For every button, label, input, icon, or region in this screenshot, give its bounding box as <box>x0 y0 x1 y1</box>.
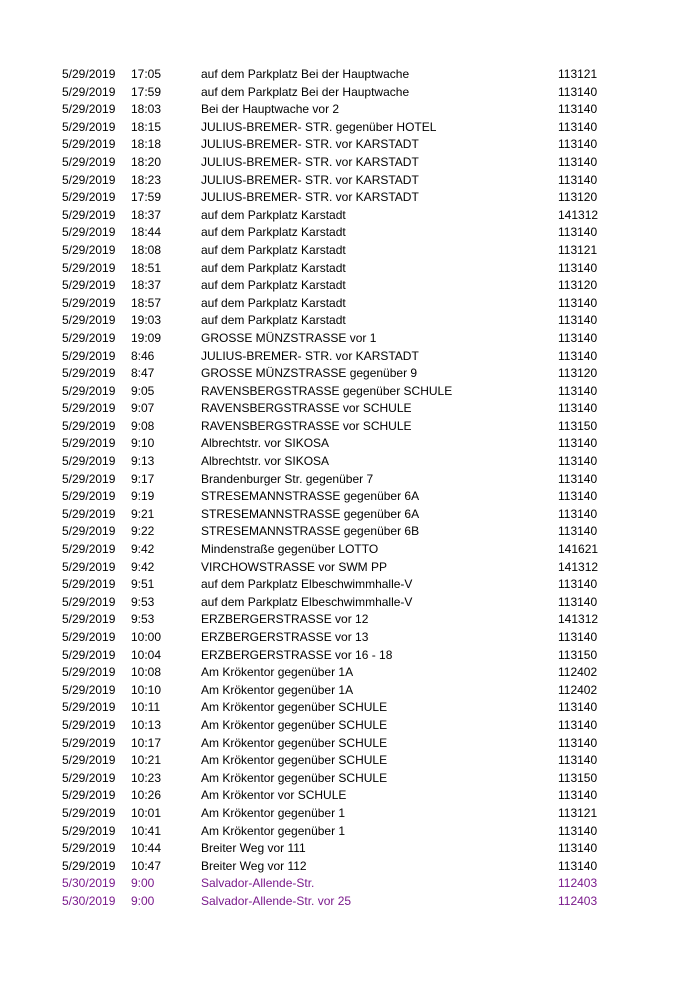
code-cell: 113140 <box>558 454 598 469</box>
table-row <box>0 330 700 348</box>
date-cell: 5/29/2019 <box>62 647 116 662</box>
location-cell: JULIUS-BREMER- STR. vor KARSTADT <box>201 348 419 363</box>
location-cell: auf dem Parkplatz Bei der Hauptwache <box>201 84 410 99</box>
time-cell: 18:20 <box>131 154 162 169</box>
code-cell: 113140 <box>558 858 598 873</box>
code-cell: 113140 <box>558 436 598 451</box>
time-cell: 9:22 <box>131 524 155 539</box>
table-row <box>0 435 700 453</box>
code-cell: 113121 <box>558 805 598 820</box>
time-cell: 9:42 <box>131 559 155 574</box>
time-cell: 9:42 <box>131 542 155 557</box>
table-row <box>0 418 700 436</box>
table-row <box>0 664 700 682</box>
table-row <box>0 295 700 313</box>
time-cell: 9:19 <box>131 489 155 504</box>
time-cell: 10:47 <box>131 858 162 873</box>
code-cell: 113140 <box>558 313 598 328</box>
time-cell: 10:08 <box>131 665 162 680</box>
time-cell: 17:59 <box>131 84 162 99</box>
date-cell: 5/29/2019 <box>62 84 116 99</box>
violations-table <box>0 66 700 911</box>
location-cell: Salvador-Allende-Str. <box>201 876 315 891</box>
code-cell: 113140 <box>558 471 598 486</box>
location-cell: Am Krökentor gegenüber SCHULE <box>201 717 388 732</box>
code-cell: 113140 <box>558 753 598 768</box>
date-cell: 5/29/2019 <box>62 753 116 768</box>
location-cell: Mindenstraße gegenüber LOTTO <box>201 542 379 557</box>
code-cell: 113140 <box>558 137 598 152</box>
code-cell: 112403 <box>558 893 598 908</box>
date-cell: 5/29/2019 <box>62 225 116 240</box>
table-row <box>0 172 700 190</box>
table-row <box>0 594 700 612</box>
location-cell: Bei der Hauptwache vor 2 <box>201 102 340 117</box>
date-cell: 5/30/2019 <box>62 876 116 891</box>
location-cell: JULIUS-BREMER- STR. gegenüber HOTEL <box>201 119 437 134</box>
table-row <box>0 136 700 154</box>
date-cell: 5/29/2019 <box>62 577 116 592</box>
code-cell: 141312 <box>558 207 599 222</box>
table-row <box>0 260 700 278</box>
location-cell: GROSSE MÜNZSTRASSE vor 1 <box>201 330 377 345</box>
location-cell: RAVENSBERGSTRASSE vor SCHULE <box>201 418 412 433</box>
location-cell: STRESEMANNSTRASSE gegenüber 6B <box>201 524 420 539</box>
table-row <box>0 893 700 911</box>
code-cell: 141621 <box>558 542 599 557</box>
time-cell: 10:21 <box>131 753 162 768</box>
time-cell: 9:00 <box>131 893 155 908</box>
date-cell: 5/29/2019 <box>62 401 116 416</box>
date-cell: 5/29/2019 <box>62 858 116 873</box>
date-cell: 5/29/2019 <box>62 172 116 187</box>
location-cell: auf dem Parkplatz Karstadt <box>201 242 346 257</box>
code-cell: 141312 <box>558 612 599 627</box>
date-cell: 5/29/2019 <box>62 770 116 785</box>
location-cell: auf dem Parkplatz Karstadt <box>201 295 346 310</box>
time-cell: 10:00 <box>131 630 162 644</box>
time-cell: 9:05 <box>131 383 155 398</box>
code-cell: 113140 <box>558 401 598 416</box>
location-cell: JULIUS-BREMER- STR. vor KARSTADT <box>201 154 419 169</box>
table-row <box>0 559 700 577</box>
location-cell: auf dem Parkplatz Karstadt <box>201 207 346 222</box>
time-cell: 10:44 <box>131 841 162 856</box>
time-cell: 8:47 <box>131 366 155 381</box>
location-cell: JULIUS-BREMER- STR. vor KARSTADT <box>201 190 419 205</box>
location-cell: auf dem Parkplatz Karstadt <box>201 278 346 293</box>
time-cell: 10:04 <box>131 647 162 662</box>
table-row <box>0 471 700 489</box>
code-cell: 113140 <box>558 577 598 592</box>
location-cell: JULIUS-BREMER- STR. vor KARSTADT <box>201 137 419 152</box>
table-row <box>0 770 700 788</box>
date-cell: 5/29/2019 <box>62 717 116 732</box>
table-row <box>0 875 700 893</box>
time-cell: 9:51 <box>131 577 155 592</box>
location-cell: auf dem Parkplatz Karstadt <box>201 225 346 240</box>
code-cell: 113140 <box>558 735 598 750</box>
table-row <box>0 348 700 366</box>
table-row <box>0 506 700 524</box>
date-cell: 5/29/2019 <box>62 841 116 856</box>
code-cell: 113150 <box>558 770 598 785</box>
time-cell: 18:18 <box>131 137 162 152</box>
location-cell: Albrechtstr. vor SIKOSA <box>201 436 330 451</box>
location-cell: Breiter Weg vor 112 <box>201 858 307 873</box>
location-cell: Salvador-Allende-Str. vor 25 <box>201 893 352 908</box>
location-cell: ERZBERGERSTRASSE vor 16 - 18 <box>201 647 393 662</box>
date-cell: 5/29/2019 <box>62 471 116 486</box>
table-row <box>0 154 700 172</box>
time-cell: 18:03 <box>131 102 162 117</box>
time-cell: 18:44 <box>131 225 162 240</box>
time-cell: 18:57 <box>131 295 162 310</box>
date-cell: 5/29/2019 <box>62 735 116 750</box>
time-cell: 10:23 <box>131 770 162 785</box>
location-cell: auf dem Parkplatz Bei der Hauptwache <box>201 67 410 81</box>
time-cell: 9:07 <box>131 401 155 416</box>
time-cell: 17:59 <box>131 190 162 205</box>
code-cell: 113121 <box>558 67 598 81</box>
date-cell: 5/29/2019 <box>62 559 116 574</box>
table-row <box>0 119 700 137</box>
code-cell: 113140 <box>558 383 598 398</box>
date-cell: 5/29/2019 <box>62 348 116 363</box>
code-cell: 113121 <box>558 242 598 257</box>
table-row <box>0 365 700 383</box>
time-cell: 18:08 <box>131 242 162 257</box>
location-cell: STRESEMANNSTRASSE gegenüber 6A <box>201 506 420 521</box>
table-row <box>0 752 700 770</box>
code-cell: 113140 <box>558 788 598 803</box>
code-cell: 113140 <box>558 295 598 310</box>
code-cell: 113140 <box>558 506 598 521</box>
time-cell: 18:51 <box>131 260 162 275</box>
date-cell: 5/29/2019 <box>62 366 116 381</box>
code-cell: 113150 <box>558 418 598 433</box>
location-cell: auf dem Parkplatz Karstadt <box>201 313 346 328</box>
code-cell: 113140 <box>558 489 598 504</box>
time-cell: 9:53 <box>131 612 155 627</box>
date-cell: 5/30/2019 <box>62 893 116 908</box>
time-cell: 9:13 <box>131 454 155 469</box>
time-cell: 8:46 <box>131 348 155 363</box>
code-cell: 113140 <box>558 348 598 363</box>
date-cell: 5/29/2019 <box>62 295 116 310</box>
date-cell: 5/29/2019 <box>62 383 116 398</box>
table-row <box>0 523 700 541</box>
time-cell: 17:05 <box>131 67 162 81</box>
table-row <box>0 400 700 418</box>
location-cell: STRESEMANNSTRASSE gegenüber 6A <box>201 489 420 504</box>
code-cell: 113140 <box>558 102 598 117</box>
code-cell: 112403 <box>558 876 598 891</box>
location-cell: auf dem Parkplatz Elbeschwimmhalle-V <box>201 577 413 592</box>
date-cell: 5/29/2019 <box>62 119 116 134</box>
table-row <box>0 312 700 330</box>
table-row <box>0 242 700 260</box>
location-cell: Am Krökentor gegenüber SCHULE <box>201 770 388 785</box>
code-cell: 113140 <box>558 84 598 99</box>
date-cell: 5/29/2019 <box>62 594 116 609</box>
table-row <box>0 735 700 753</box>
location-cell: Albrechtstr. vor SIKOSA <box>201 454 330 469</box>
time-cell: 19:09 <box>131 330 162 345</box>
date-cell: 5/29/2019 <box>62 542 116 557</box>
time-cell: 9:00 <box>131 876 155 891</box>
location-cell: Am Krökentor gegenüber 1 <box>201 823 346 838</box>
code-cell: 113120 <box>558 190 598 205</box>
date-cell: 5/29/2019 <box>62 454 116 469</box>
code-cell: 113140 <box>558 700 598 715</box>
location-cell: auf dem Parkplatz Elbeschwimmhalle-V <box>201 594 413 609</box>
location-cell: Am Krökentor gegenüber SCHULE <box>201 700 388 715</box>
table-row <box>0 647 700 665</box>
date-cell: 5/29/2019 <box>62 154 116 169</box>
date-cell: 5/29/2019 <box>62 524 116 539</box>
date-cell: 5/29/2019 <box>62 436 116 451</box>
code-cell: 113140 <box>558 594 598 609</box>
date-cell: 5/29/2019 <box>62 612 116 627</box>
table-row <box>0 805 700 823</box>
code-cell: 112402 <box>558 665 598 680</box>
time-cell: 10:10 <box>131 682 162 697</box>
date-cell: 5/29/2019 <box>62 207 116 222</box>
date-cell: 5/29/2019 <box>62 242 116 257</box>
location-cell: Am Krökentor vor SCHULE <box>201 788 347 803</box>
location-cell: Am Krökentor gegenüber SCHULE <box>201 753 388 768</box>
code-cell: 113140 <box>558 330 598 345</box>
table-row <box>0 699 700 717</box>
date-cell: 5/29/2019 <box>62 313 116 328</box>
date-cell: 5/29/2019 <box>62 330 116 345</box>
code-cell: 113140 <box>558 260 598 275</box>
code-cell: 113140 <box>558 524 598 539</box>
location-cell: ERZBERGERSTRASSE vor 13 <box>201 630 369 644</box>
table-row <box>0 207 700 225</box>
code-cell: 141312 <box>558 559 599 574</box>
date-cell: 5/29/2019 <box>62 137 116 152</box>
time-cell: 18:23 <box>131 172 162 187</box>
table-row <box>0 224 700 242</box>
table-row <box>0 488 700 506</box>
table-row <box>0 787 700 805</box>
code-cell: 113140 <box>558 841 598 856</box>
date-cell: 5/29/2019 <box>62 102 116 117</box>
time-cell: 10:11 <box>131 700 161 715</box>
code-cell: 113140 <box>558 823 598 838</box>
date-cell: 5/29/2019 <box>62 630 116 644</box>
date-cell: 5/29/2019 <box>62 682 116 697</box>
location-cell: auf dem Parkplatz Karstadt <box>201 260 346 275</box>
table-row <box>0 66 700 84</box>
time-cell: 10:41 <box>131 823 162 838</box>
date-cell: 5/29/2019 <box>62 788 116 803</box>
table-row <box>0 101 700 119</box>
location-cell: Am Krökentor gegenüber 1 <box>201 805 346 820</box>
date-cell: 5/29/2019 <box>62 67 116 81</box>
location-cell: GROSSE MÜNZSTRASSE gegenüber 9 <box>201 366 418 381</box>
code-cell: 113140 <box>558 154 598 169</box>
table-row <box>0 611 700 629</box>
date-cell: 5/29/2019 <box>62 260 116 275</box>
code-cell: 113140 <box>558 172 598 187</box>
time-cell: 18:15 <box>131 119 162 134</box>
date-cell: 5/29/2019 <box>62 489 116 504</box>
date-cell: 5/29/2019 <box>62 823 116 838</box>
code-cell: 113140 <box>558 630 598 644</box>
date-cell: 5/29/2019 <box>62 700 116 715</box>
time-cell: 19:03 <box>131 313 162 328</box>
table-row <box>0 682 700 700</box>
code-cell: 113120 <box>558 366 598 381</box>
date-cell: 5/29/2019 <box>62 190 116 205</box>
time-cell: 9:10 <box>131 436 155 451</box>
location-cell: ERZBERGERSTRASSE vor 12 <box>201 612 369 627</box>
code-cell: 113140 <box>558 225 598 240</box>
table-row <box>0 84 700 102</box>
location-cell: RAVENSBERGSTRASSE vor SCHULE <box>201 401 412 416</box>
table-row <box>0 717 700 735</box>
table-row <box>0 576 700 594</box>
location-cell: Am Krökentor gegenüber SCHULE <box>201 735 388 750</box>
code-cell: 113150 <box>558 647 598 662</box>
time-cell: 10:01 <box>131 805 162 820</box>
location-cell: Am Krökentor gegenüber 1A <box>201 682 354 697</box>
table-row <box>0 453 700 471</box>
location-cell: JULIUS-BREMER- STR. vor KARSTADT <box>201 172 419 187</box>
code-cell: 112402 <box>558 682 598 697</box>
date-cell: 5/29/2019 <box>62 805 116 820</box>
time-cell: 10:13 <box>131 717 162 732</box>
table-row <box>0 541 700 559</box>
date-cell: 5/29/2019 <box>62 278 116 293</box>
date-cell: 5/29/2019 <box>62 665 116 680</box>
code-cell: 113140 <box>558 717 598 732</box>
table-row <box>0 823 700 841</box>
table-row <box>0 840 700 858</box>
time-cell: 18:37 <box>131 278 162 293</box>
table-row <box>0 629 700 647</box>
location-cell: VIRCHOWSTRASSE vor SWM PP <box>201 559 388 574</box>
location-cell: Brandenburger Str. gegenüber 7 <box>201 471 374 486</box>
table-row <box>0 189 700 207</box>
time-cell: 9:53 <box>131 594 155 609</box>
location-cell: Am Krökentor gegenüber 1A <box>201 665 354 680</box>
date-cell: 5/29/2019 <box>62 506 116 521</box>
time-cell: 9:21 <box>131 506 155 521</box>
code-cell: 113120 <box>558 278 598 293</box>
time-cell: 9:08 <box>131 418 155 433</box>
table-row <box>0 277 700 295</box>
code-cell: 113140 <box>558 119 598 134</box>
table-row <box>0 858 700 876</box>
location-cell: RAVENSBERGSTRASSE gegenüber SCHULE <box>201 383 453 398</box>
time-cell: 9:17 <box>131 471 155 486</box>
time-cell: 18:37 <box>131 207 162 222</box>
date-cell: 5/29/2019 <box>62 418 116 433</box>
location-cell: Breiter Weg vor 111 <box>201 841 306 856</box>
table-row <box>0 383 700 401</box>
time-cell: 10:26 <box>131 788 162 803</box>
time-cell: 10:17 <box>131 735 162 750</box>
